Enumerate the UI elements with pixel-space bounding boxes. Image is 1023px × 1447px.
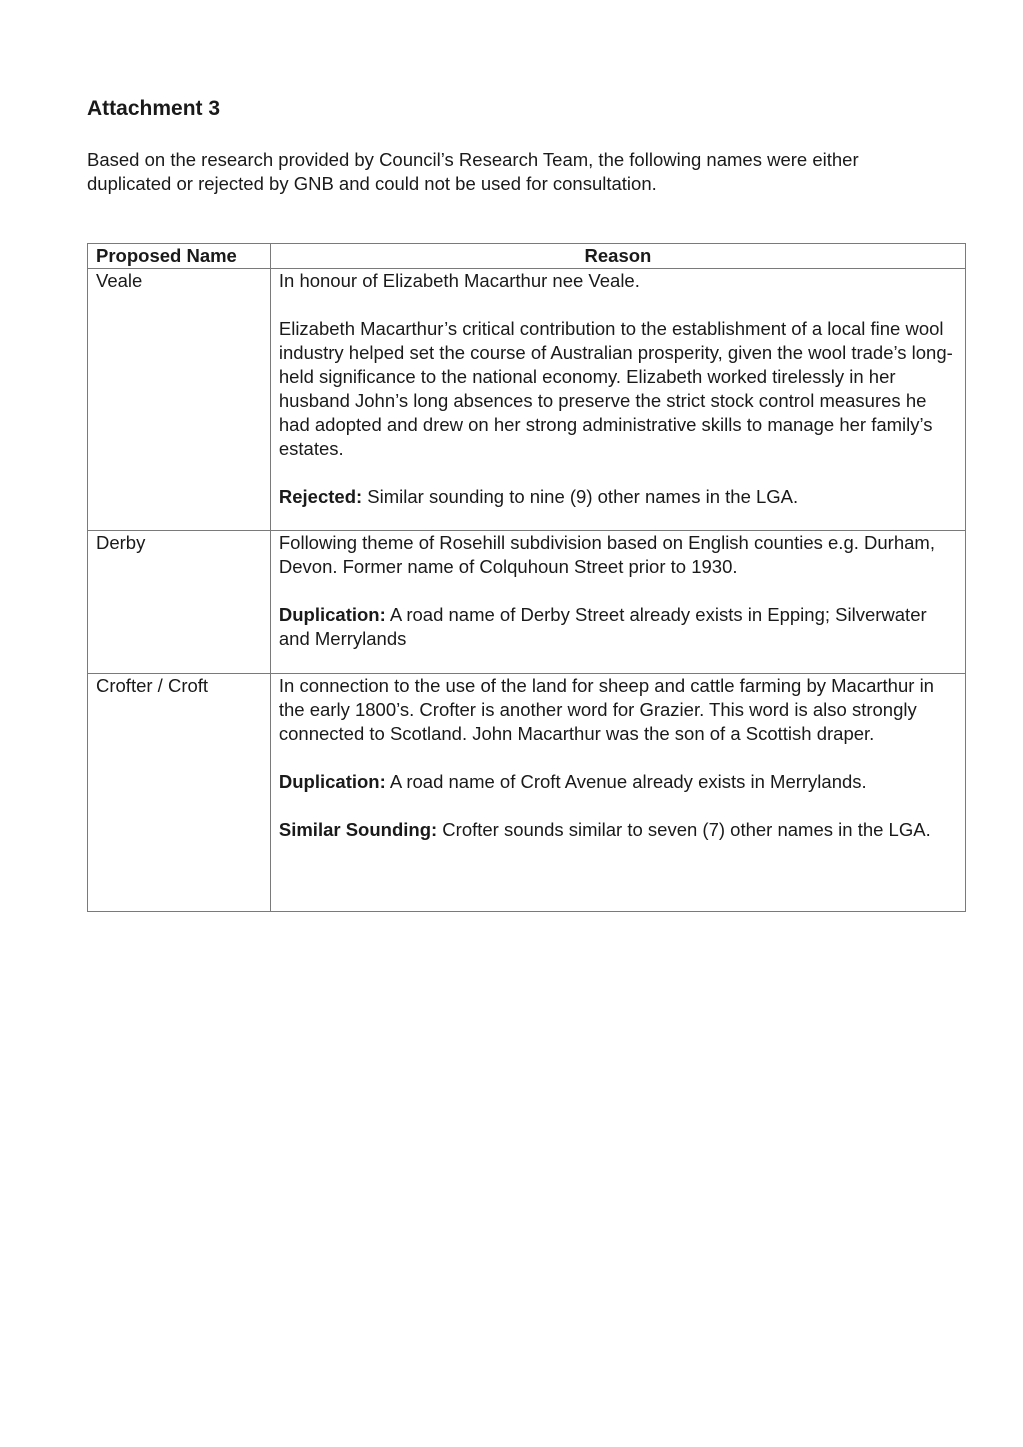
table-row <box>88 674 966 912</box>
reason-paragraph <box>279 269 957 293</box>
reason-text: A road name of Derby Street already exists in Epping; Silverwater and Merrylands <box>278 604 927 649</box>
reason-paragraph <box>279 818 957 842</box>
intro-paragraph: Based on the research provided by Council’s Research Team, the following names were either duplicated or rejected by GNB and could not be used for consultation. <box>87 149 859 194</box>
status-label: Similar Sounding: <box>278 819 438 840</box>
reason-text: A road name of Croft Avenue already exists in Merrylands. <box>385 771 867 792</box>
reason-text: Elizabeth Macarthur’s critical contribution to the establishment of a local fine wool industry helped set the course of Australian prosperity, given the wool trade’s long-held significance to the national economy. Elizabeth worked tirelessly in her husband John’s long absences to preserve the strict stock control measures he had adopted and drew on her strong administrative skills to manage her family’s estates. <box>278 318 953 459</box>
reason-paragraph <box>279 770 957 794</box>
reason-paragraph <box>279 603 957 651</box>
proposed-names-table <box>87 243 966 912</box>
reason-cell <box>270 531 965 674</box>
reason-paragraph <box>279 531 957 579</box>
page-title: Attachment 3 <box>87 97 221 120</box>
reason-text: Similar sounding to nine (9) other names in the LGA. <box>362 486 799 507</box>
reason-cell <box>270 269 965 531</box>
proposed-name-cell: Veale <box>88 269 271 531</box>
reason-text: In connection to the use of the land for sheep and cattle farming by Macarthur in the early 1800’s. Crofter is another word for Grazier. This word is also strongly connected to Scotland. John Macarthur was the son of a Scottish draper. <box>278 675 934 744</box>
proposed-name-cell: Derby <box>88 531 271 674</box>
status-label: Duplication: <box>278 771 386 792</box>
reason-text: In honour of Elizabeth Macarthur nee Veale. <box>278 270 640 291</box>
reason-cell <box>270 674 965 912</box>
table-row <box>88 269 966 531</box>
column-header-reason: Reason <box>270 244 965 269</box>
proposed-name-cell: Crofter / Croft <box>88 674 271 912</box>
reason-paragraph <box>279 485 957 509</box>
status-label: Rejected: <box>278 486 363 507</box>
reason-paragraph <box>279 674 957 746</box>
table-row <box>88 531 966 674</box>
reason-text: Following theme of Rosehill subdivision based on English counties e.g. Durham, Devon. Former name of Colquhoun Street prior to 1930. <box>278 532 935 577</box>
reason-text: Crofter sounds similar to seven (7) other names in the LGA. <box>437 819 931 840</box>
table-header-row <box>88 244 966 269</box>
column-header-proposed-name: Proposed Name <box>88 244 271 269</box>
reason-paragraph <box>279 317 957 461</box>
status-label: Duplication: <box>278 604 386 625</box>
